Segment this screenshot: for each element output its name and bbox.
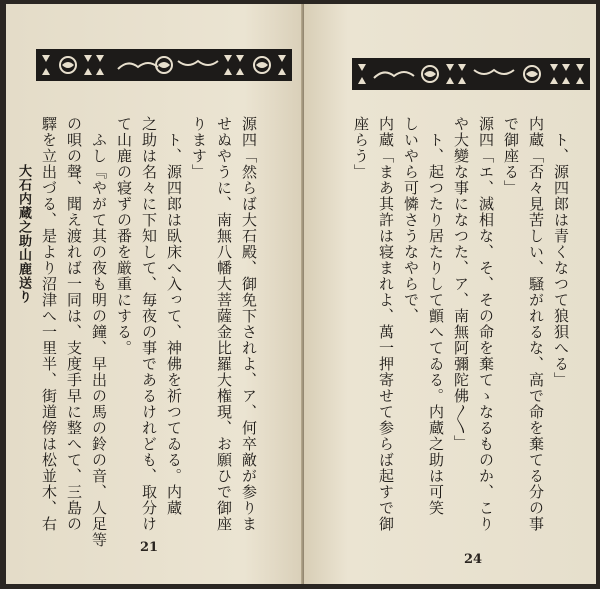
text-column: しいやら可憐さうなやらで、 bbox=[402, 116, 420, 324]
text-column: 座らう」 bbox=[352, 116, 370, 180]
text-column: 内蔵「否々見苦しい、騒がれるな、高で命を棄てる分の事 bbox=[527, 116, 545, 532]
text-column: や大變な事になつた、ア、南無阿彌陀佛〳〵」 bbox=[452, 116, 470, 451]
text-column: て山鹿の寝ずの番を厳重にする。 bbox=[115, 116, 133, 356]
ornamental-header-right bbox=[352, 58, 590, 90]
text-column: 源四「然らば大石殿、御免下されよ、ア、何卒敵が参りま bbox=[240, 116, 258, 532]
text-column: ト、源四郎は青くなつて狼狽へる」 bbox=[552, 116, 570, 388]
left-page bbox=[6, 4, 304, 584]
text-column: ふし『やがて其の夜も明の鐘、早出の馬の鈴の音、人足等 bbox=[90, 116, 108, 548]
text-column: 之助は名々に下知して、毎夜の事であるけれども、取分け bbox=[140, 116, 158, 532]
text-column: せぬやうに、南無八幡大菩薩金比羅大権現、お願ひで御座 bbox=[215, 116, 233, 532]
text-column: 驛を立出づる、是より沼津へ一里半、街道傍は松並木、右 bbox=[40, 116, 58, 532]
page-number: 21 bbox=[140, 540, 159, 555]
running-title: 大石内蔵之助山鹿送り bbox=[16, 164, 31, 304]
text-column: 源四「エ、滅相な、そ、その命を棄てゝなるものか、こり bbox=[477, 116, 495, 532]
text-column: ト、源四郎は臥床へ入って、神佛を祈つてゐる。内蔵 bbox=[165, 116, 183, 516]
text-column: ります」 bbox=[190, 116, 208, 180]
right-page bbox=[304, 4, 596, 584]
open-book bbox=[6, 4, 596, 584]
right-page-body bbox=[348, 116, 573, 546]
page-number: 24 bbox=[464, 552, 483, 567]
text-column: の唄の聲、聞え渡れば一同は、支度手早に整へて、三島の bbox=[65, 116, 83, 532]
text-column: で御座る」 bbox=[502, 116, 520, 196]
text-column: 内蔵「まあ其許は寝まれよ、萬一押寄せて参らば起すで御 bbox=[377, 116, 395, 532]
ornamental-header-left bbox=[36, 49, 292, 81]
text-column: ト、起つたり居たりして顫へてゐる。内蔵之助は可笑 bbox=[427, 116, 445, 516]
